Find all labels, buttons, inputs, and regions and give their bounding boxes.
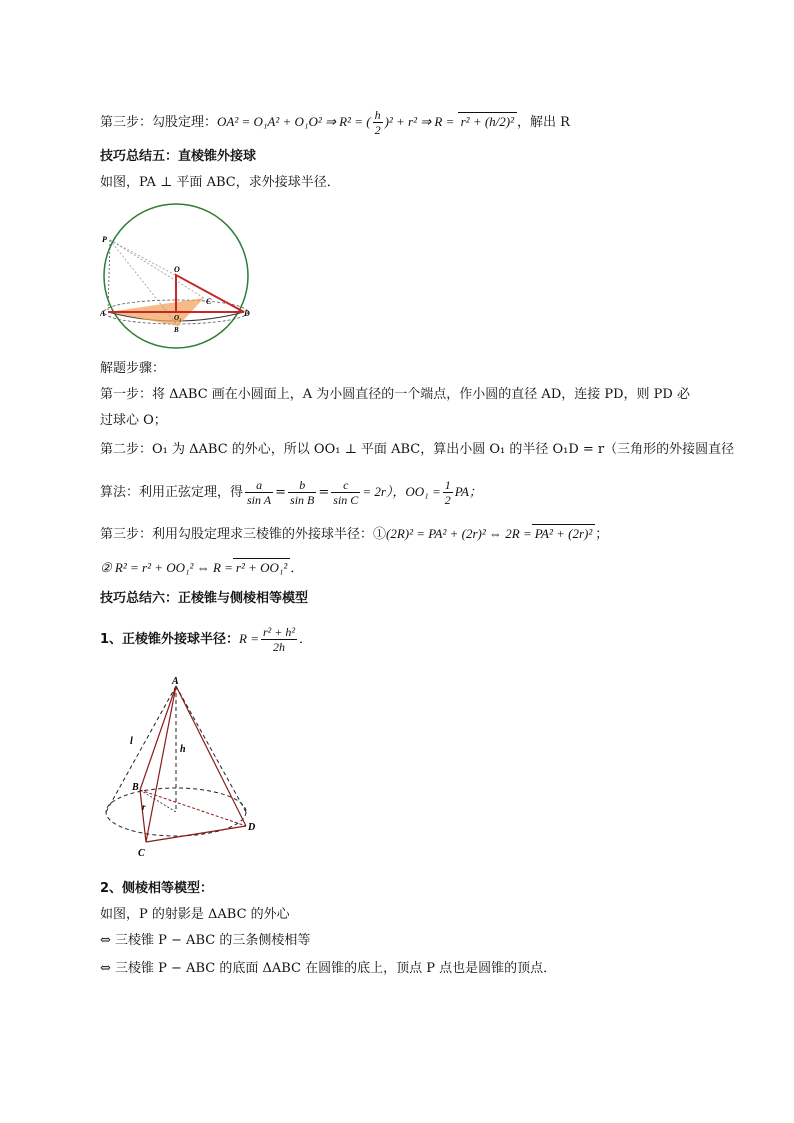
label-r: r (142, 802, 146, 812)
one-half: $\frac{1}{2}$ (444, 478, 451, 507)
tip6-item1: 1、正棱锥外接球半径：R = $\frac{\text{r² + h²}}{2h}$ ． (100, 625, 312, 654)
step3-line-a: 第三步：利用勾股定理求三棱锥的外接球半径：①(2R)² = PA² + (2r)² ⇔ 2R = PA² + (2r)² ； (100, 526, 609, 542)
step3-equation: OA² = O₁A² + O₁O² ⇒ R² = ( (217, 114, 371, 129)
label-O1: O₁ (174, 314, 182, 322)
item2-line2: ⇔ 三棱锥 P − ABC 的三条侧棱相等 (100, 933, 311, 948)
step3-tail: ，解出 R (517, 115, 570, 130)
label-A2: A (172, 676, 179, 687)
label-P: P (102, 235, 107, 244)
sphere-pyramid-figure (100, 200, 260, 350)
label-h: h (180, 744, 186, 755)
step3-pythagoras-line (100, 108, 570, 137)
a-over-sinA: $\frac{a}{\text{sin A}}$ (247, 478, 272, 507)
step2-line-a: 第二步：O₁ 为 ΔABC 的外心，所以 OO₁ ⊥ 平面 ABC，算出小圆 O₁ 的半径 O₁D = r（三角形的外接圆直径 (100, 442, 735, 457)
label-D: D (244, 309, 250, 318)
label-C2: C (138, 848, 145, 859)
step3-line-b: ② R² = r² + OO₁² ⇔ R = r² + OO₁² ． (100, 560, 304, 576)
item2-line3: ⇔ 三棱锥 P − ABC 的底面 ΔABC 在圆锥的底上，顶点 P 点也是圆锥的顶点． (100, 961, 557, 976)
radius-fraction: $\frac{\text{r² + h²}}{2h}$ (263, 625, 295, 654)
label-O: O (174, 265, 180, 274)
label-D2: D (248, 822, 256, 833)
steps-title: 解题步骤： (100, 361, 166, 376)
sqrt-pa-2r: PA² + (2r)² (532, 524, 596, 543)
tip5-title: 技巧总结五：直棱锥外接球 (100, 149, 257, 164)
tip6-title: 技巧总结六：正棱锥与侧棱相等模型 (100, 591, 309, 606)
tip5-desc: 如图，PA ⊥ 平面 ABC，求外接球半径． (100, 175, 340, 190)
h-over-2-fraction: $\frac{h}{2}$ (374, 108, 381, 137)
step1-line-b: 过球心 O； (100, 413, 167, 428)
step2-line-b: 算法：利用正弦定理，得 $\frac{a}{\text{sin A}}$ = $\frac{b}{\text{sin B}}$ = $\frac{c}{\text{sin C}}$ = 2r），OO₁ = $\frac{1}{2}$ PA； (100, 478, 482, 507)
label-B2: B (132, 782, 139, 793)
step3-equation-2: )² + r² ⇒ R = (384, 114, 458, 129)
step1-line-a: 第一步：将 ΔABC 画在小圆面上，A 为小圆直径的一个端点，作小圆的直径 AD，连接 PD，则 PD 必 (100, 387, 690, 402)
item2-title: 2、侧棱相等模型： (100, 881, 214, 896)
sqrt-r-oo1: r² + OO₁² (233, 558, 290, 577)
label-C: C (206, 297, 212, 306)
label-B: B (174, 326, 179, 334)
cone-pyramid-figure (100, 672, 270, 862)
sqrt-expression: r² + (h/2)² (458, 112, 517, 131)
step3-lead: 第三步：勾股定理： (100, 115, 218, 130)
label-l: l (130, 736, 133, 747)
c-over-sinC: $\frac{c}{\text{sin C}}$ (333, 478, 359, 507)
item2-line1: 如图，P 的射影是 ΔABC 的外心 (100, 907, 290, 922)
b-over-sinB: $\frac{b}{\text{sin B}}$ (290, 478, 315, 507)
label-A: A (100, 309, 106, 318)
